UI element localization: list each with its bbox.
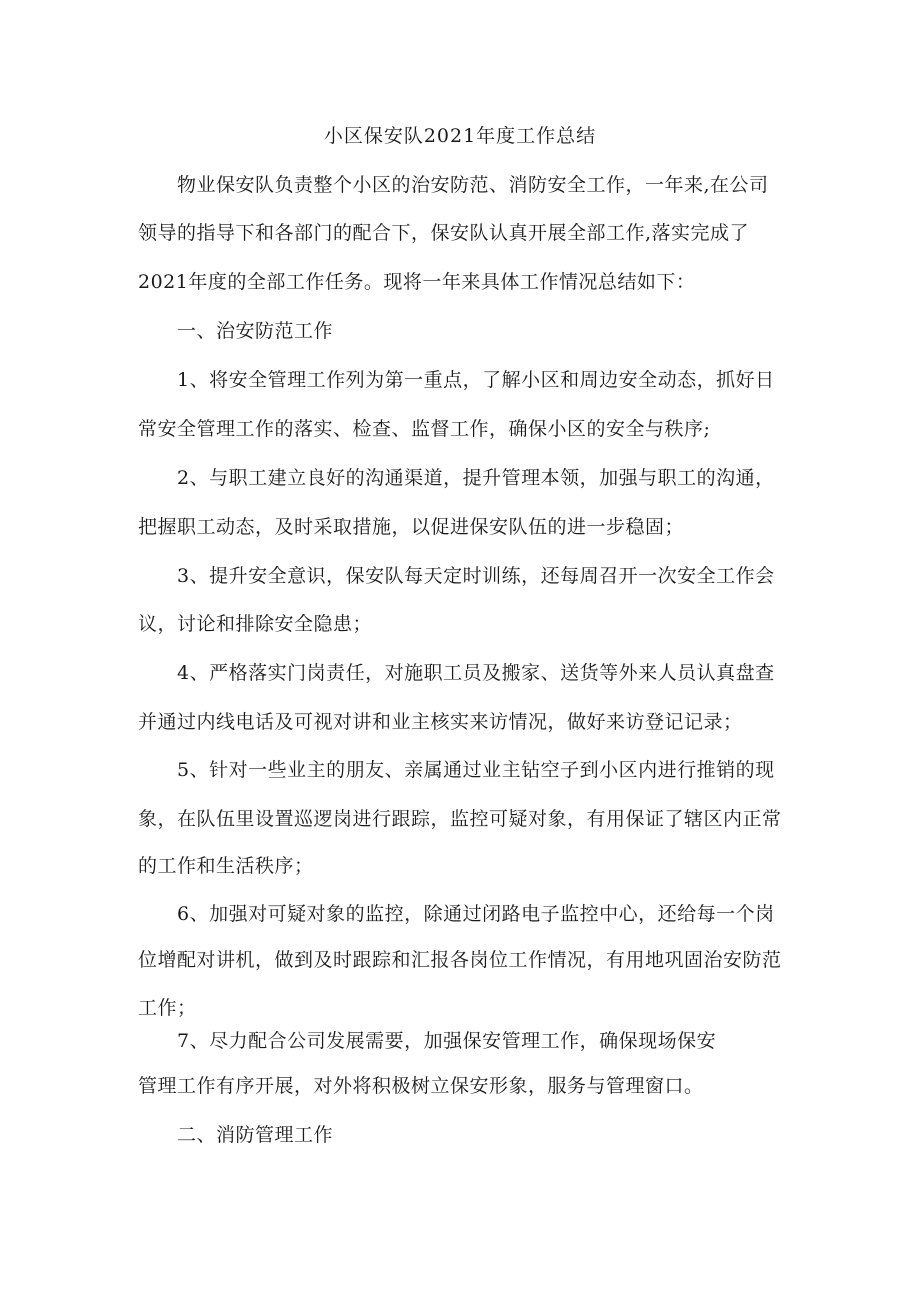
paragraph-line: 工作；	[138, 997, 197, 1019]
paragraph-line: 议，讨论和排除安全隐患；	[138, 613, 373, 635]
paragraph-line: 物业保安队负责整个小区的治安防范、消防安全工作，一年来,在公司	[177, 174, 769, 196]
paragraph-line: 象，在队伍里设置巡逻岗进行跟踪，监控可疑对象，有用保证了辖区内正常	[138, 808, 782, 830]
paragraph-line: 1、将安全管理工作列为第一重点，了解小区和周边安全动态，抓好日	[177, 369, 775, 391]
paragraph-line: 位增配对讲机，做到及时跟踪和汇报各岗位工作情况，有用地巩固治安防范	[138, 949, 782, 971]
paragraph-line: 领导的指导下和各部门的配合下，保安队认真开展全部工作,落实完成了	[138, 222, 750, 244]
paragraph-line: 2、与职工建立良好的沟通渠道，提升管理本领，加强与职工的沟通，	[177, 467, 775, 489]
paragraph-line: 把握职工动态，及时采取措施，以促进保安队伍的进一步稳固；	[138, 516, 685, 538]
document-title: 小区保安队2021年度工作总结	[323, 125, 597, 147]
paragraph-line: 7、尽力配合公司发展需要，加强保安管理工作，确保现场保安	[177, 1030, 717, 1052]
paragraph-line: 4、严格落实门岗责任，对施职工员及搬家、送货等外来人员认真盘查	[177, 662, 775, 684]
paragraph-line: 5、针对一些业主的朋友、亲属通过业主钻空子到小区内进行推销的现	[177, 759, 775, 781]
paragraph-line: 常安全管理工作的落实、检查、监督工作，确保小区的安全与秩序;	[138, 418, 711, 440]
paragraph-line: 2021年度的全部工作任务。现将一年来具体工作情况总结如下：	[138, 271, 696, 293]
section-heading: 一、治安防范工作	[177, 320, 334, 342]
paragraph-line: 管理工作有序开展，对外将积极树立保安形象，服务与管理窗口。	[138, 1075, 704, 1097]
paragraph-line: 6、加强对可疑对象的监控，除通过闭路电子监控中心，还给每一个岗	[177, 903, 775, 925]
paragraph-line: 的工作和生活秩序；	[138, 855, 314, 877]
paragraph-line: 并通过内线电话及可视对讲和业主核实来访情况，做好来访登记记录；	[138, 711, 743, 733]
paragraph-line: 3、提升安全意识，保安队每天定时训练，还每周召开一次安全工作会	[177, 565, 775, 587]
section-heading: 二、消防管理工作	[177, 1124, 334, 1146]
